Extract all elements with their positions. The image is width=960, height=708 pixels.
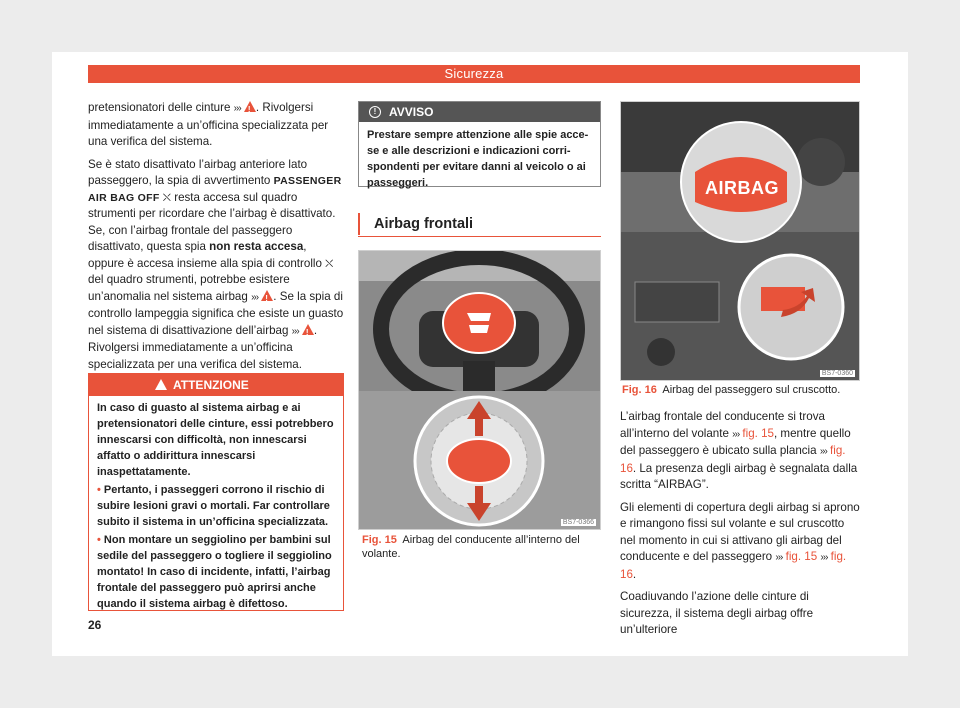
figure-15-steering-wheel [358,250,601,530]
notice-header: ! AVVISO [359,102,600,122]
warning-triangle-icon [155,379,167,390]
figure-code: BS7-0360 [821,370,853,377]
header-bar: Sicurezza [88,65,860,83]
figure-15-link[interactable]: fig. 15 [785,550,818,563]
steering-wheel-illustration [359,251,601,530]
attention-body: In caso di guasto al sistema airbag e ai pretensionatori delle cinture, essi potrebbero innescarsi con difficoltà, non innescarsi affatto o addirittura innescarsi inaspettatamente. • Pertanto, i passeggeri corrono il rischio di subire lesioni gravi o mortali. Far controllare subito il sistema in un’officina specializzata. • Non montare un seggiolino per bambini sul sedile del passeggero o togliere il seggiolino montato! In caso di incidente, infatti, l’airbag frontale del passeggero può aprirsi anche quando il sistema airbag è difettoso. [97,402,334,610]
paragraph-2: Se è stato disattivato l’airbag anteriore lato passeggero, la spia di avvertimento PASSENGER AIR BAG OFF ⛌ resta accesa sul quadro strumenti per ricordare che l’airbag è disattivato. Se, con l’airbag frontale del passeggero disattivato, questa spia non resta accesa, oppure è accesa insieme alla spia di controllo ⛌ del quadro strumenti, potrebbe esistere un’anomalia nel sistema airbag ››› ! . Se la spia di controllo lampeggia significa che esiste un guasto nel sistema di disattivazione dell’airbag ››› ! . Rivolgersi immediatamente a un’officina specializzata per una verifica del sistema. [88,157,344,374]
figure-16-link[interactable]: fig. 16 [620,444,846,475]
column-1 [88,100,344,379]
passenger-airbag-off-label: PASSENGER AIR BAG OFF [88,175,342,204]
attention-box [88,373,344,611]
column-3 [620,409,860,645]
airbag-passenger-icon: ⛌ [162,191,171,204]
warning-triangle-icon [261,290,273,301]
paragraph-3-3: Coadiuvando l’azione delle cinture di sicurezza, il sistema degli airbag offre un’ulteriore [620,590,814,636]
figure-15-caption: Fig. 15 Airbag del conducente all’interno del volante. [362,534,580,560]
paragraph-3-2: Gli elementi di copertura degli airbag si aprono e rimangono fissi sul volante e sul cruscotto nel momento in cui si attivano gli airbag del conducente e del passeggero ››› fig. 15 ››› fig. 16. [620,500,860,581]
attention-bullet: • Non montare un seggiolino per bambini sul sedile del passeggero o togliere il seggiolino montato! In caso di incidente, infatti, l’airbag frontale del passeggero può aprirsi anche quando il sistema airbag è difettoso. [97,534,332,610]
warning-triangle-icon [302,324,314,335]
figure-code: BS7-0366 [562,519,594,526]
info-circle-icon: ! [369,106,381,118]
page-number: 26 [88,618,102,632]
airbag-label: AIRBAG [705,178,779,198]
warning-triangle-icon [244,101,256,112]
attention-header: ATTENZIONE [89,374,343,396]
attention-bullet: • Pertanto, i passeggeri corrono il rischio di subire lesioni gravi o mortali. Far controllare subito il sistema in un’officina specializzata. [97,484,330,528]
figure-16-link[interactable]: fig. 16 [620,550,847,581]
figure-16-passenger-airbag [620,101,860,381]
section-title: Airbag frontali [358,213,601,235]
notice-box [358,101,601,187]
airbag-warning-lamp-icon: ⛌ [325,257,334,270]
paragraph-1: pretensionatori delle cinture ››› ! . Rivolgersi immediatamente a un’officina specializzata per una verifica del sistema. [88,100,344,151]
figure-15-link[interactable]: fig. 15 [742,426,774,440]
notice-body: Prestare sempre attenzione alle spie acce-se e alle descrizioni e indicazioni corri-spondenti per evitare danni al veicolo o ai passeggeri. [367,129,589,189]
figure-16-caption: Fig. 16 Airbag del passeggero sul cruscotto. [622,384,841,396]
paragraph-3-1: L’airbag frontale del conducente si trova all’interno del volante ››› fig. 15, mentre quello del passeggero è ubicato sulla plancia ››› fig. 16. La presenza degli airbag è segnalata dalla scritta “AIRBAG”. [620,410,858,491]
section-divider [358,236,601,237]
dashboard-illustration [621,102,860,381]
